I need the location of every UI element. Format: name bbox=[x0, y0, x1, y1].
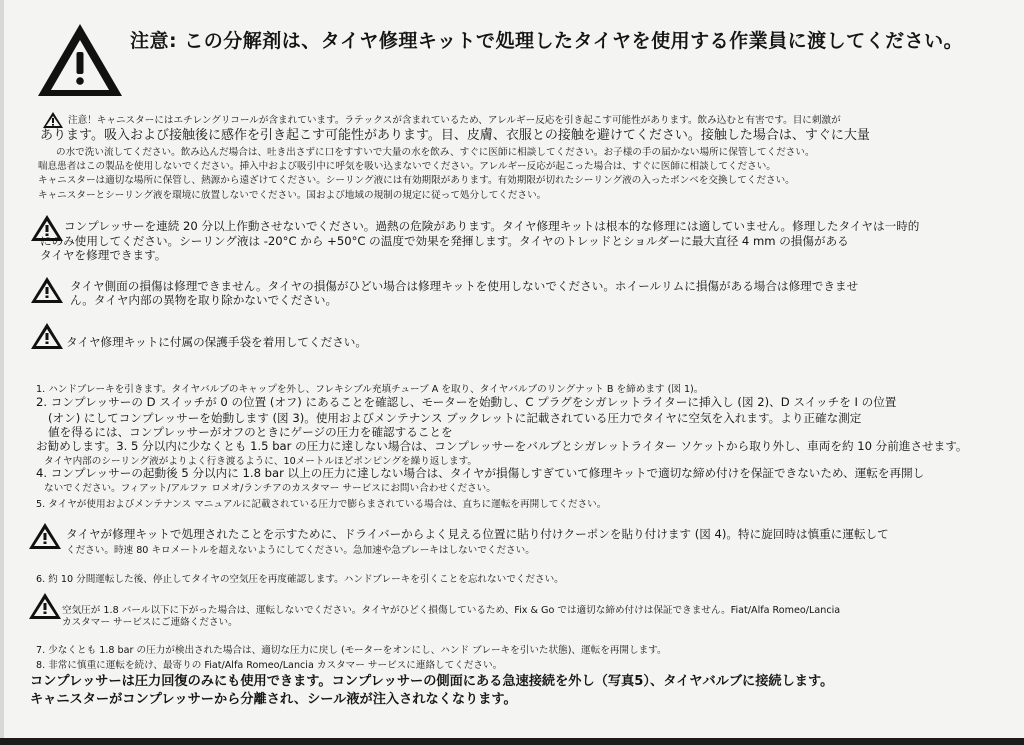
sidewall-warning-line: ん。タイヤ内部の異物を取り除かないでください。 bbox=[70, 293, 338, 307]
page-title: 注意: この分解剤は、タイヤ修理キットで処理したタイヤを使用する作業員に渡してください。 bbox=[130, 30, 964, 52]
compressor-warning-line: にのみ使用してください。シーリング液は -20°C から +50°C の温度で効果を発揮します。タイヤのトレッドとショルダーに最大直径 4 mm の損傷がある bbox=[40, 234, 849, 248]
gloves-warning-line: タイヤ修理キットに付属の保護手袋を着用してください。 bbox=[66, 335, 367, 349]
scan-edge bbox=[0, 738, 1024, 745]
step-line: 2. コンプレッサーの D スイッチが 0 の位置 (オフ) にあることを確認し、モーターを始動し、C プラグをシガレットライターに挿入し (図 2)、D スイッチを I の位置 bbox=[36, 395, 897, 409]
scan-edge bbox=[0, 0, 4, 745]
final-note-line: キャニスターがコンプレッサーから分離され、シール液が注入されなくなります。 bbox=[30, 692, 517, 707]
step-line: 1. ハンドブレーキを引きます。タイヤバルブのキャップを外し、フレキシブル充填チューブ A を取り、タイヤバルブのリングナット B を締めます (図 1)。 bbox=[36, 384, 704, 395]
coupon-warning-line: タイヤが修理キットで処理されたことを示すために、ドライバーからよく見える位置に貼り付けクーポンを貼り付けます (図 4)。特に旋回時は慎重に運転して bbox=[66, 527, 889, 541]
step-line: 6. 約 10 分間運転した後、停止してタイヤの空気圧を再度確認します。ハンドブレーキを引くことを忘れないでください。 bbox=[36, 574, 564, 585]
step-line: 5. タイヤが使用およびメンテナンス マニュアルに記載されている圧力で膨らまされている場合は、直ちに運転を再開してください。 bbox=[36, 499, 607, 510]
sidewall-warning-line: タイヤ側面の損傷は修理できません。タイヤの損傷がひどい場合は修理キットを使用しないでください。ホイールリムに損傷がある場合は修理できませ bbox=[70, 279, 859, 293]
hazard-text-line: 注意！キャニスターにはエチレングリコールが含まれています。ラテックスが含まれているため、アレルギー反応を引き起こす可能性があります。飲み込むと有害です。目に刺激が bbox=[68, 115, 841, 126]
warning-icon bbox=[30, 276, 64, 304]
hazard-text-line: の水で洗い流してください。飲み込んだ場合は、吐き出さずに口をすすいで大量の水を飲み、すぐに医師に相談してください。お子様の手の届かない場所に保管してください。 bbox=[56, 147, 815, 158]
step-line: 7. 少なくとも 1.8 bar の圧力が検出された場合は、適切な圧力に戻し (モーターをオンにし、ハンド ブレーキを引いた状態)、運転を再開します。 bbox=[36, 645, 667, 656]
coupon-warning-line: ください。時速 80 キロメートルを超えないようにしてください。急加速や急ブレーキはしないでください。 bbox=[66, 545, 535, 556]
step-line: (オン) にしてコンプレッサーを始動します (図 3)。使用およびメンテナンス ブックレットに記載されている圧力でタイヤに空気を入れます。より正確な測定 bbox=[48, 411, 862, 425]
hazard-text-line: 喘息患者はこの製品を使用しないでください。挿入中および吸引中に呼気を吸い込まないでください。アレルギー反応が起こった場合は、すぐに医師に相談してください。 bbox=[38, 161, 776, 172]
compressor-warning-line: コンプレッサーを連続 20 分以上作動させないでください。過熱の危険があります。タイヤ修理キットは根本的な修理には適していません。修理したタイヤは一時的 bbox=[64, 219, 920, 233]
pressure-warning-line: カスタマー サービスにご連絡ください。 bbox=[62, 617, 238, 628]
hazard-text-line: あります。吸入および接触後に感作を引き起こす可能性があります。目、皮膚、衣服との接触を避けてください。接触した場合は、すぐに大量 bbox=[40, 128, 870, 143]
warning-icon bbox=[34, 20, 126, 100]
warning-icon bbox=[30, 322, 64, 350]
hazard-text-line: キャニスターとシーリング液を環境に放置しないでください。国および地域の規制の規定に従って処分してください。 bbox=[38, 190, 547, 201]
warning-icon bbox=[28, 522, 62, 550]
step-line: 値を得るには、コンプレッサーがオフのときにゲージの圧力を確認することを bbox=[48, 425, 453, 439]
hazard-text-line: キャニスターは適切な場所に保管し、熱源から遠ざけてください。シーリング液には有効期限があります。有効期限が切れたシーリング液の入ったボンベを交換してください。 bbox=[38, 175, 795, 186]
step-line: 4. コンプレッサーの起動後 5 分以内に 1.8 bar 以上の圧力に達しない場合は、タイヤが損傷しすぎていて修理キットで適切な締め付けを保証できないため、運転を再開し bbox=[36, 466, 925, 480]
step-line: タイヤ内部のシーリング液がよりよく行き渡るように、10メートルほどポンピングを繰り返します。 bbox=[44, 456, 477, 467]
warning-icon bbox=[28, 592, 62, 620]
compressor-warning-line: タイヤを修理できます。 bbox=[40, 248, 167, 262]
pressure-warning-line: 空気圧が 1.8 バール以下に下がった場合は、運転しないでください。タイヤがひどく損傷しているため、Fix & Go では適切な締め付けは保証できません。Fiat/Alfa Romeo/Lancia bbox=[62, 605, 841, 616]
step-line: ないでください。フィアット/アルファ ロメオ/ランチアのカスタマー サービスにお問い合わせください。 bbox=[44, 483, 496, 494]
step-line: 8. 非常に慎重に運転を続け、最寄りの Fiat/Alfa Romeo/Lancia カスタマー サービスに連絡してください。 bbox=[36, 660, 503, 671]
step-line: お勧めします。3. 5 分以内に少なくとも 1.5 bar の圧力に達しない場合は、コンプレッサーをバルブとシガレットライター ソケットから取り外し、車両を約 10 分前進させます。 bbox=[36, 439, 968, 453]
final-note-line: コンプレッサーは圧力回復のみにも使用できます。コンプレッサーの側面にある急速接続を外し（写真5）、タイヤバルブに接続します。 bbox=[30, 674, 834, 689]
